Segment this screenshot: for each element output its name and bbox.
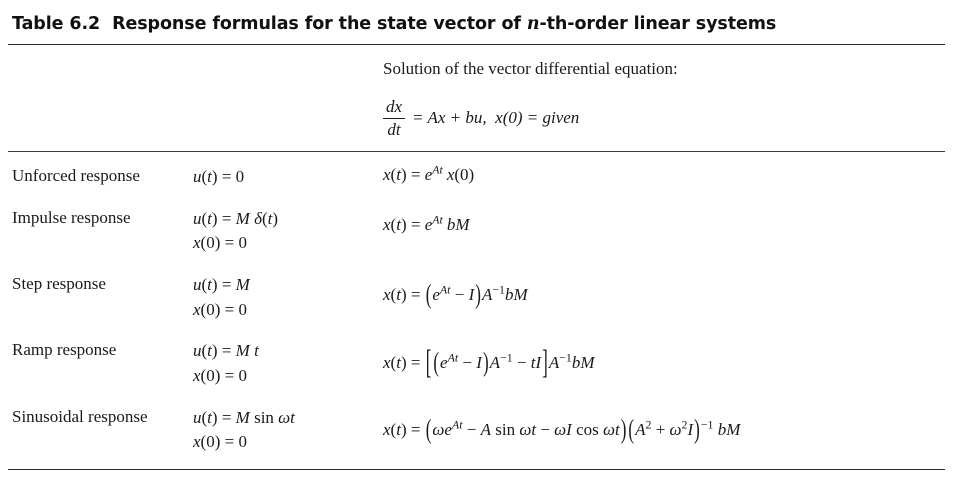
row-input-line: x(0) = 0	[193, 299, 247, 319]
row-input	[193, 339, 383, 388]
fraction-denominator: dt	[383, 118, 405, 140]
row-input-line: u(t) = M t	[193, 341, 259, 361]
row-input-line: u(t) = M sin ωt	[193, 407, 295, 427]
row-formula: $x(t) = (e^{At} - I)A^{-1}bM$	[383, 279, 528, 310]
row-input	[193, 165, 383, 190]
derivative-fraction	[383, 97, 405, 139]
row-input-line: u(t) = M	[193, 275, 250, 295]
row-formula: $x(t) = e^{At}$ bM	[383, 212, 470, 234]
header-spacer	[8, 59, 383, 139]
table-caption-prefix: Table 6.2	[12, 14, 101, 34]
header-equation	[383, 97, 678, 139]
table-header-block	[8, 45, 945, 151]
row-input	[193, 273, 383, 322]
table-caption	[8, 0, 945, 44]
header-content	[383, 59, 678, 139]
table-row	[8, 264, 945, 330]
row-label: Impulse response	[12, 207, 131, 227]
table-caption-text-before: Response formulas for the state vector of	[112, 14, 527, 34]
row-formula: $x(t) = e^{At}$ x(0)	[383, 162, 475, 185]
fraction-numerator: dx	[386, 97, 403, 116]
table-body	[8, 152, 945, 463]
table-row	[8, 198, 945, 264]
table-caption-text-after: -th-order linear systems	[539, 14, 777, 34]
row-input-line: u(t) = M δ(t)	[193, 208, 279, 228]
row-input-line: u(t) = 0	[193, 167, 245, 187]
equation-rest: = Ax + bu, x(0) = given	[412, 108, 580, 128]
row-input	[193, 207, 383, 256]
table-row	[8, 330, 945, 396]
row-formula: $x(t) = (\omega e^{At} - A$ sin ωt − ωI cos ωt) $(A^2 + \omega^2I)^{-1}$ bM	[383, 413, 741, 444]
row-formula: x(t) = [ $(e^{At} - I)A^{-1} - tI]A^{-1}bM$	[383, 343, 595, 382]
header-title: Solution of the vector differential equation:	[383, 59, 678, 78]
row-input-line: x(0) = 0	[193, 233, 247, 253]
header-row	[8, 59, 945, 139]
row-input-line: x(0) = 0	[193, 432, 247, 452]
row-input-line: x(0) = 0	[193, 365, 247, 385]
row-label: Sinusoidal response	[12, 406, 148, 426]
row-label: Unforced response	[12, 166, 140, 186]
table-row	[8, 156, 945, 198]
row-input	[193, 406, 383, 455]
table-row	[8, 397, 945, 463]
row-label: Step response	[12, 274, 106, 294]
table-caption-italic: n	[526, 14, 540, 34]
row-label: Ramp response	[12, 340, 117, 360]
bottom-rule	[8, 469, 945, 470]
